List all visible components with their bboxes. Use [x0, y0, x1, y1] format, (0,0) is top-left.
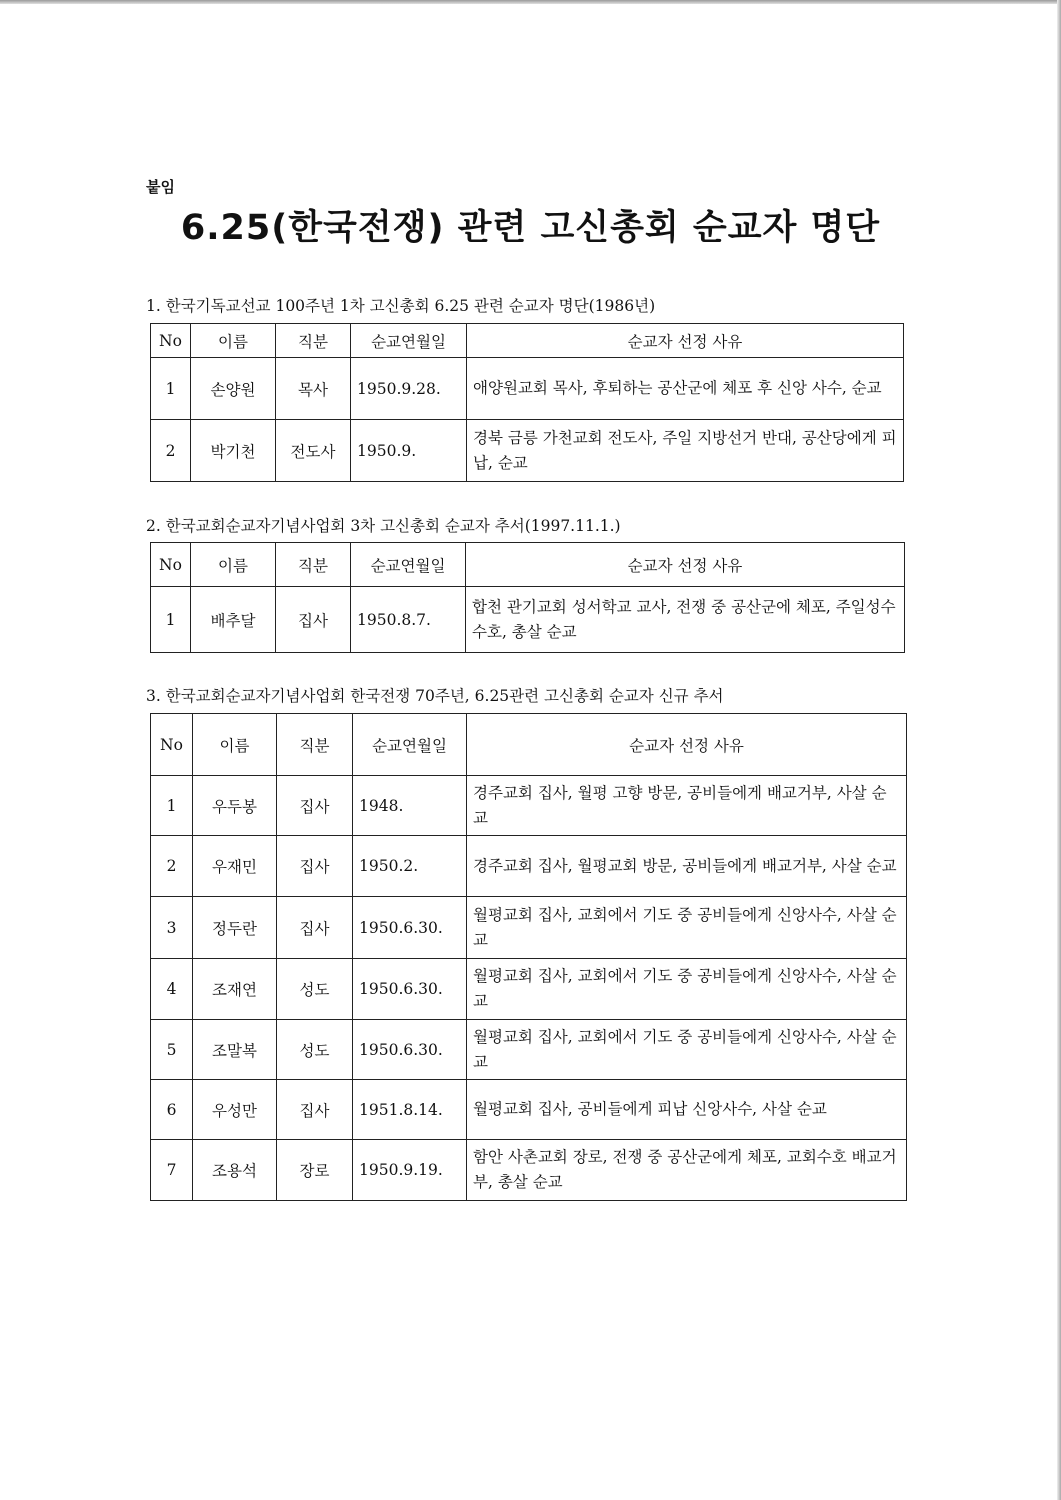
- cell-name: 손양원: [191, 358, 276, 420]
- cell-position: 집사: [276, 587, 351, 653]
- table-header-row: [151, 324, 904, 358]
- header-no: No: [151, 714, 193, 776]
- table-row: [151, 1020, 907, 1080]
- cell-reason: 월평교회 집사, 교회에서 기도 중 공비들에게 신앙사수, 사살 순교: [467, 1020, 907, 1080]
- header-no: No: [151, 324, 191, 358]
- header-position: 직분: [277, 714, 353, 776]
- cell-date: 1950.2.: [353, 836, 467, 897]
- cell-reason: 월평교회 집사, 공비들에게 피납 신앙사수, 사살 순교: [467, 1080, 907, 1140]
- cell-no: 3: [151, 897, 193, 959]
- section-2-table: [150, 542, 905, 653]
- header-name: 이름: [193, 714, 277, 776]
- table-row: [151, 358, 904, 420]
- header-reason: 순교자 선정 사유: [467, 714, 907, 776]
- cell-position: 집사: [277, 836, 353, 897]
- header-reason: 순교자 선정 사유: [467, 324, 904, 358]
- cell-reason: 함안 사촌교회 장로, 전쟁 중 공산군에게 체포, 교회수호 배교거부, 총살 순교: [467, 1140, 907, 1201]
- table-header-row: [151, 714, 907, 776]
- cell-reason: 경주교회 집사, 월평 고향 방문, 공비들에게 배교거부, 사살 순교: [467, 776, 907, 836]
- cell-name: 우두봉: [193, 776, 277, 836]
- cell-name: 조용석: [193, 1140, 277, 1201]
- section-3-title: 3. 한국교회순교자기념사업회 한국전쟁 70주년, 6.25관련 고신총회 순교자 신규 추서: [146, 687, 724, 705]
- cell-name: 박기천: [191, 420, 276, 482]
- cell-position: 성도: [277, 1020, 353, 1080]
- cell-position: 집사: [277, 776, 353, 836]
- cell-date: 1950.9.: [351, 420, 467, 482]
- header-name: 이름: [191, 543, 276, 587]
- table-row: [151, 1080, 907, 1140]
- cell-date: 1950.6.30.: [353, 959, 467, 1020]
- cell-name: 정두란: [193, 897, 277, 959]
- cell-name: 우성만: [193, 1080, 277, 1140]
- cell-no: 4: [151, 959, 193, 1020]
- scan-edge-top: [0, 0, 1061, 4]
- cell-position: 장로: [277, 1140, 353, 1201]
- cell-position: 집사: [277, 897, 353, 959]
- cell-reason: 합천 관기교회 성서학교 교사, 전쟁 중 공산군에 체포, 주일성수 수호, 총살 순교: [466, 587, 905, 653]
- cell-date: 1950.6.30.: [353, 897, 467, 959]
- document-title: 6.25(한국전쟁) 관련 고신총회 순교자 명단: [180, 208, 881, 248]
- cell-name: 우재민: [193, 836, 277, 897]
- table-header-row: [151, 543, 905, 587]
- header-date: 순교연월일: [351, 324, 467, 358]
- cell-position: 집사: [277, 1080, 353, 1140]
- cell-position: 전도사: [276, 420, 351, 482]
- cell-no: 6: [151, 1080, 193, 1140]
- section-1-title: 1. 한국기독교선교 100주년 1차 고신총회 6.25 관련 순교자 명단(1986년): [146, 297, 656, 315]
- header-no: No: [151, 543, 191, 587]
- header-date: 순교연월일: [353, 714, 467, 776]
- table-row: [151, 897, 907, 959]
- table-row: [151, 836, 907, 897]
- cell-reason: 경북 금릉 가천교회 전도사, 주일 지방선거 반대, 공산당에게 피납, 순교: [467, 420, 904, 482]
- cell-name: 배추달: [191, 587, 276, 653]
- cell-position: 목사: [276, 358, 351, 420]
- section-1-table: [150, 323, 904, 482]
- cell-reason: 애양원교회 목사, 후퇴하는 공산군에 체포 후 신앙 사수, 순교: [467, 358, 904, 420]
- table-row: [151, 1140, 907, 1201]
- cell-date: 1950.8.7.: [351, 587, 466, 653]
- section-3-table: [150, 713, 907, 1201]
- cell-no: 5: [151, 1020, 193, 1080]
- table-row: [151, 420, 904, 482]
- cell-reason: 경주교회 집사, 월평교회 방문, 공비들에게 배교거부, 사살 순교: [467, 836, 907, 897]
- cell-reason: 월평교회 집사, 교회에서 기도 중 공비들에게 신앙사수, 사살 순교: [467, 959, 907, 1020]
- table-row: [151, 587, 905, 653]
- cell-date: 1950.6.30.: [353, 1020, 467, 1080]
- header-position: 직분: [276, 543, 351, 587]
- cell-no: 1: [151, 587, 191, 653]
- cell-date: 1950.9.19.: [353, 1140, 467, 1201]
- table-row: [151, 959, 907, 1020]
- header-reason: 순교자 선정 사유: [466, 543, 905, 587]
- table-row: [151, 776, 907, 836]
- header-date: 순교연월일: [351, 543, 466, 587]
- cell-reason: 월평교회 집사, 교회에서 기도 중 공비들에게 신앙사수, 사살 순교: [467, 897, 907, 959]
- header-name: 이름: [191, 324, 276, 358]
- header-position: 직분: [276, 324, 351, 358]
- cell-position: 성도: [277, 959, 353, 1020]
- cell-no: 7: [151, 1140, 193, 1201]
- cell-name: 조말복: [193, 1020, 277, 1080]
- cell-date: 1948.: [353, 776, 467, 836]
- cell-no: 1: [151, 776, 193, 836]
- cell-date: 1951.8.14.: [353, 1080, 467, 1140]
- cell-no: 2: [151, 420, 191, 482]
- cell-name: 조재연: [193, 959, 277, 1020]
- section-2-title: 2. 한국교회순교자기념사업회 3차 고신총회 순교자 추서(1997.11.1.): [146, 517, 621, 535]
- attachment-label: 붙임: [146, 178, 175, 196]
- cell-no: 2: [151, 836, 193, 897]
- cell-no: 1: [151, 358, 191, 420]
- cell-date: 1950.9.28.: [351, 358, 467, 420]
